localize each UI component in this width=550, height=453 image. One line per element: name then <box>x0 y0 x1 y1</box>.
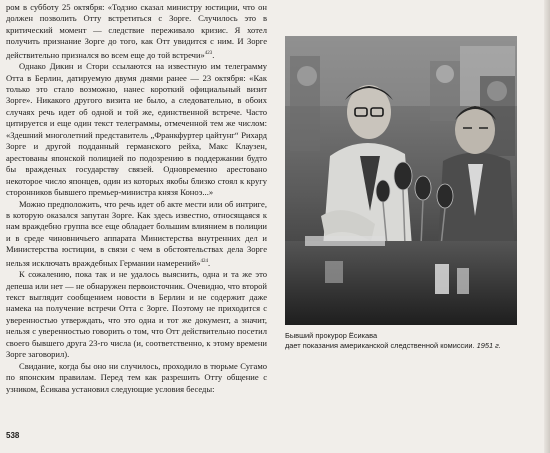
page-gutter <box>544 0 550 453</box>
caption-line-1: Бывший прокурор Ёсикава <box>285 331 378 340</box>
caption-year: 1951 г. <box>476 340 501 350</box>
body-text <box>6 2 267 395</box>
paragraph-4: К сожалению, пока так и не удалось выяснить, одна и та же это депеша или нет — не обнаружен первоисточник. Очевидно, что второй текст выглядит сообщением новости в Берлин и не содержит даже намека на получение встречи Отта с Зорге. Поэтому не приходится с уверенностью утверждать, что это одна и тот же документ, а значит, нельзя с уверенностью говорить о том, что Отт действительно посетил своего бывшего друга 23-го числа (и, соответственно, к этому времени Зорге заговорил). <box>6 269 267 360</box>
footnote-ref: 423 <box>204 50 213 56</box>
archival-photo <box>285 36 517 325</box>
photo-caption <box>285 331 525 350</box>
paragraph-5: Свидание, когда бы оно ни случилось, проходило в тюрьме Сугамо по японским правилам. Перед тем как разрешить Отту общение с узником, Ёсикава установил следующие условия беседы: <box>6 360 267 394</box>
paragraph-3: Можно предположить, что речь идет об акте мести или об интриге, в которую оказался запутан Зорге. Как здесь известно, относящаяся к нам враждебно группа все еще обладает большим влиянием в полиции и в среде чиновничьего аппарата Министерства внутренних дел и Министерства юстиции, в связи с чем в обстоятельствах дела Зорге нельзя исключать враждебных Германии намерений»$^{424}$. <box>6 198 267 268</box>
page-number: 538 <box>6 431 20 440</box>
paragraph-2: Однако Дикин и Стори ссылаются на известную им телеграмму Отта в Берлин, датируемую двумя днями ранее — 23 октября: «Как только это стало возможно, нанес короткий официальный визит Зорге». Никакого другого визита не было, а следовательно, в обоих случаях речь идет об одной и той же, единственной встрече. Часто цитируется и еще один текст телеграммы, отмеченной тем же числом: «Здешний многолетний представитель „Франкфуртер цайтунг“ Рихард Зорге и другой подданный германского рейха, Макс Клаузен, арестованы японской полицией по подозрению в поддержании будто бы вражденых государству связей. Одновременно арестовано некоторое число японцев, один из которых якобы близко стоял к кругу сторонников бывшего премьер-министра князя Коноэ...» <box>6 61 267 198</box>
paragraph-1: ром в субботу 25 октября: «Тодзио сказал министру юстиции, что он должен позволить Отту встретиться с Зорге. Случилось это в критический момент — следствие переживало кризис. Я хотел получить признание Зорге до того, как Отт увидится с ним. И Зорге действительно признался во всем еще до той встречи»$^{423}$. <box>6 2 267 60</box>
caption-line-2: дает показания американской следственной комиссии. 1951 г. <box>285 340 501 350</box>
footnote-ref: 424 <box>200 258 209 264</box>
